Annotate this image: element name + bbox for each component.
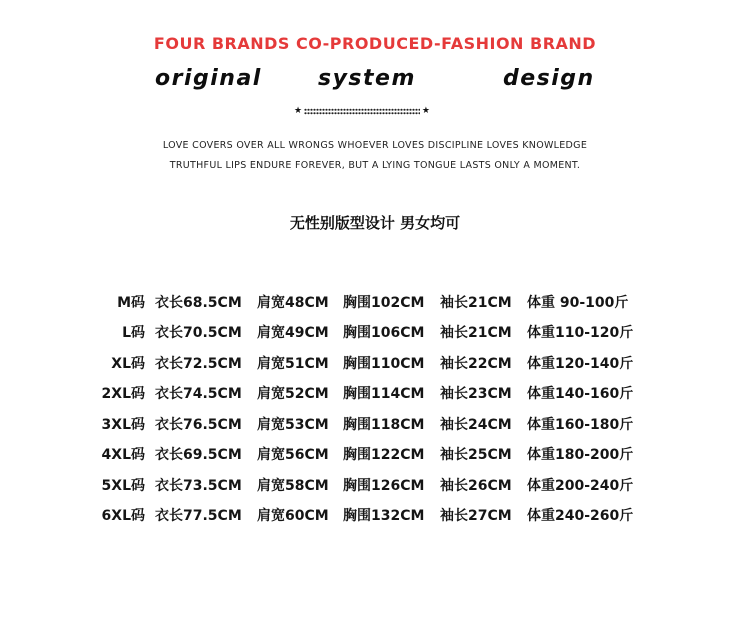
sleeve-value: 袖长23CM [440,386,512,402]
chest-value: 胸围110CM [343,356,425,372]
size-label: L码 [122,325,145,341]
sleeve-value: 袖长25CM [440,447,512,463]
size-label: M码 [117,295,145,311]
chest-value: 胸围102CM [343,295,425,311]
shoulder-value: 肩宽58CM [257,478,329,494]
length-value: 衣长70.5CM [155,325,242,341]
shoulder-value: 肩宽49CM [257,325,329,341]
star-icon: ★ [421,105,430,116]
shoulder-value: 肩宽53CM [257,417,329,433]
sleeve-value: 袖长27CM [440,508,512,524]
weight-value: 体重200-240斤 [527,478,634,494]
unisex-subtitle: 无性别版型设计 男女均可 [289,214,461,232]
length-value: 衣长68.5CM [155,295,242,311]
quote-line-1: LOVE COVERS OVER ALL WRONGS WHOEVER LOVES DISCIPLINE LOVES KNOWLEDGE [162,140,588,151]
size-row [0,353,750,377]
size-row [0,292,750,316]
length-value: 衣长76.5CM [155,417,242,433]
size-label: 5XL码 [101,478,145,494]
quote-line-2: TRUTHFUL LIPS ENDURE FOREVER, BUT A LYING TONGUE LASTS ONLY A MOMENT. [169,160,581,171]
tagline-word-original: original [155,66,262,91]
star-icon: ★ [294,105,303,116]
weight-value: 体重 90-100斤 [527,295,629,311]
sleeve-value: 袖长21CM [440,325,512,341]
size-row [0,414,750,438]
brand-title: FOUR BRANDS CO-PRODUCED-FASHION BRAND [153,34,597,53]
size-row [0,322,750,346]
tagline-words [0,66,750,96]
chest-value: 胸围106CM [343,325,425,341]
shoulder-value: 肩宽48CM [257,295,329,311]
weight-value: 体重240-260斤 [527,508,634,524]
size-row [0,505,750,529]
length-value: 衣长73.5CM [155,478,242,494]
weight-value: 体重120-140斤 [527,356,634,372]
length-value: 衣长69.5CM [155,447,242,463]
dotted-divider [294,104,430,118]
size-row [0,444,750,468]
sleeve-value: 袖长24CM [440,417,512,433]
size-label: 4XL码 [101,447,145,463]
weight-value: 体重140-160斤 [527,386,634,402]
length-value: 衣长72.5CM [155,356,242,372]
tagline-word-design: design [503,66,595,91]
size-label: XL码 [111,356,145,372]
shoulder-value: 肩宽56CM [257,447,329,463]
size-row [0,383,750,407]
chest-value: 胸围126CM [343,478,425,494]
dotted-bar [304,108,420,115]
weight-value: 体重110-120斤 [527,325,634,341]
size-row [0,475,750,499]
shoulder-value: 肩宽60CM [257,508,329,524]
weight-value: 体重160-180斤 [527,417,634,433]
chest-value: 胸围132CM [343,508,425,524]
chest-value: 胸围114CM [343,386,425,402]
chest-value: 胸围122CM [343,447,425,463]
shoulder-value: 肩宽51CM [257,356,329,372]
sleeve-value: 袖长26CM [440,478,512,494]
length-value: 衣长77.5CM [155,508,242,524]
shoulder-value: 肩宽52CM [257,386,329,402]
chest-value: 胸围118CM [343,417,425,433]
sleeve-value: 袖长22CM [440,356,512,372]
sleeve-value: 袖长21CM [440,295,512,311]
weight-value: 体重180-200斤 [527,447,634,463]
length-value: 衣长74.5CM [155,386,242,402]
size-label: 3XL码 [101,417,145,433]
size-label: 6XL码 [101,508,145,524]
size-label: 2XL码 [101,386,145,402]
tagline-word-system: system [318,66,416,91]
